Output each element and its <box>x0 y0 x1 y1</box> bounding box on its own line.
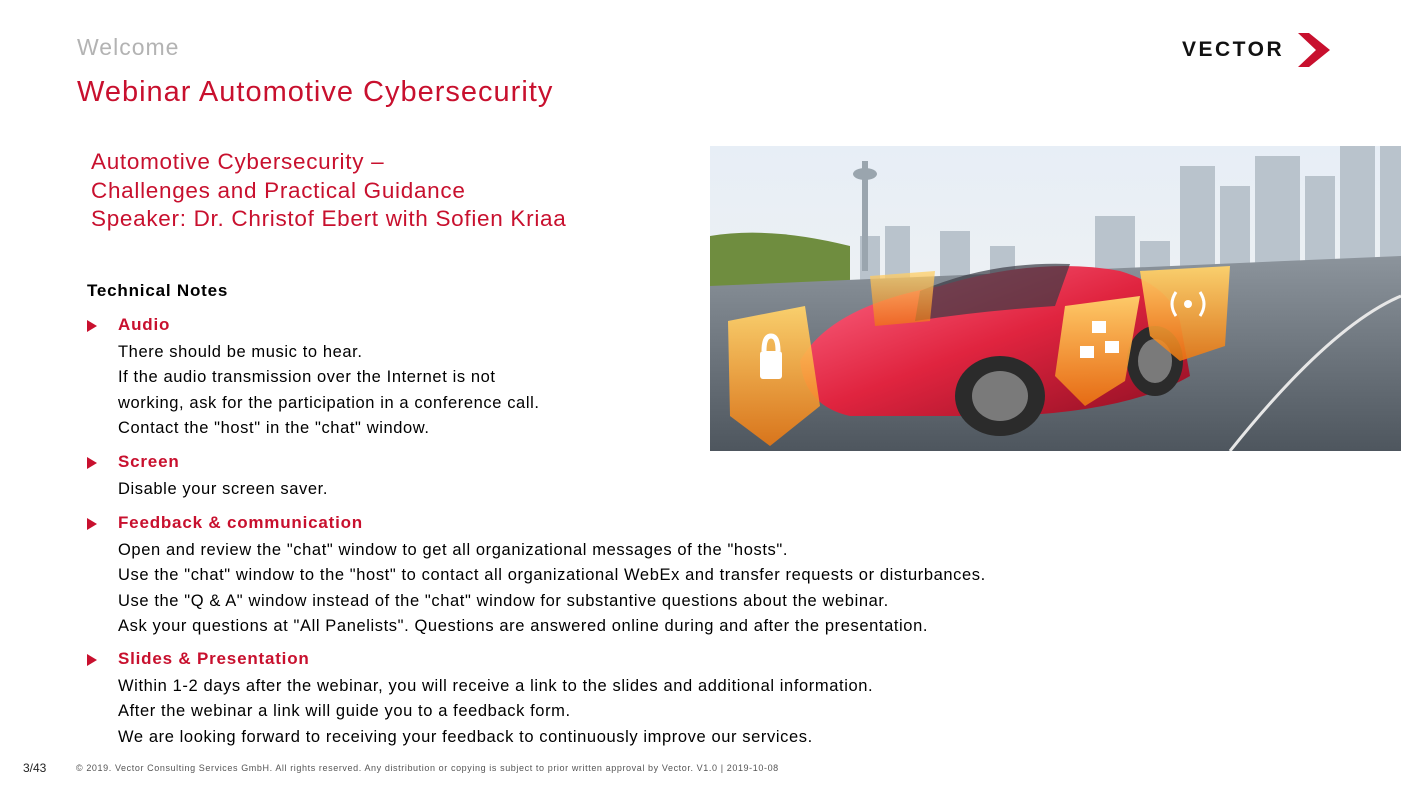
section-line: We are looking forward to receiving your feedback to continuously improve our services. <box>118 727 813 746</box>
section-line: Use the "chat" window to the "host" to contact all organizational WebEx and transfer requests or disturbances. <box>118 566 986 585</box>
section-line: If the audio transmission over the Internet is not <box>118 368 496 387</box>
vector-logo <box>1182 31 1332 69</box>
bullet-triangle-icon <box>87 320 97 332</box>
slide-kicker: Welcome <box>77 34 180 60</box>
section-line: Ask your questions at "All Panelists". Questions are answered online during and after the presentation. <box>118 616 929 635</box>
section-title: Slides & Presentation <box>118 649 310 668</box>
section-line: working, ask for the participation in a conference call. <box>118 393 540 412</box>
page-number: 3/43 <box>23 761 47 775</box>
section-title: Feedback & communication <box>118 513 363 532</box>
section-line: After the webinar a link will guide you to a feedback form. <box>118 702 571 721</box>
section-line: Disable your screen saver. <box>118 480 329 498</box>
section-line: There should be music to hear. <box>118 343 363 361</box>
subtitle-line: Automotive Cybersecurity – <box>91 149 385 174</box>
section-line: Within 1-2 days after the webinar, you will receive a link to the slides and additional information. <box>118 677 874 695</box>
bullet-triangle-icon <box>87 457 97 469</box>
session-subtitle <box>91 148 566 234</box>
section-line: Use the "Q & A" window instead of the "chat" window for substantive questions about the webinar. <box>118 591 889 610</box>
section-line: Open and review the "chat" window to get all organizational messages of the "hosts". <box>118 541 789 559</box>
section-line: Contact the "host" in the "chat" window. <box>118 418 430 437</box>
technical-notes-heading: Technical Notes <box>87 281 229 300</box>
slide-title: Webinar Automotive Cybersecurity <box>77 76 554 108</box>
subtitle-line: Challenges and Practical Guidance <box>91 177 466 203</box>
bullet-triangle-icon <box>87 518 97 530</box>
logo-chevron-icon <box>1298 33 1330 67</box>
section-title: Screen <box>118 452 180 471</box>
copyright-footer: © 2019. Vector Consulting Services GmbH. All rights reserved. Any distribution or copying is subject to prior written approval by Vector. V1.0 | 2019-10-08 <box>76 763 779 773</box>
section-title: Audio <box>118 315 171 334</box>
speaker-line: Speaker: Dr. Christof Ebert with Sofien Kriaa <box>91 206 567 231</box>
logo-wordmark: VECTOR <box>1182 38 1285 61</box>
hero-car-image <box>710 146 1401 451</box>
bullet-triangle-icon <box>87 654 97 666</box>
